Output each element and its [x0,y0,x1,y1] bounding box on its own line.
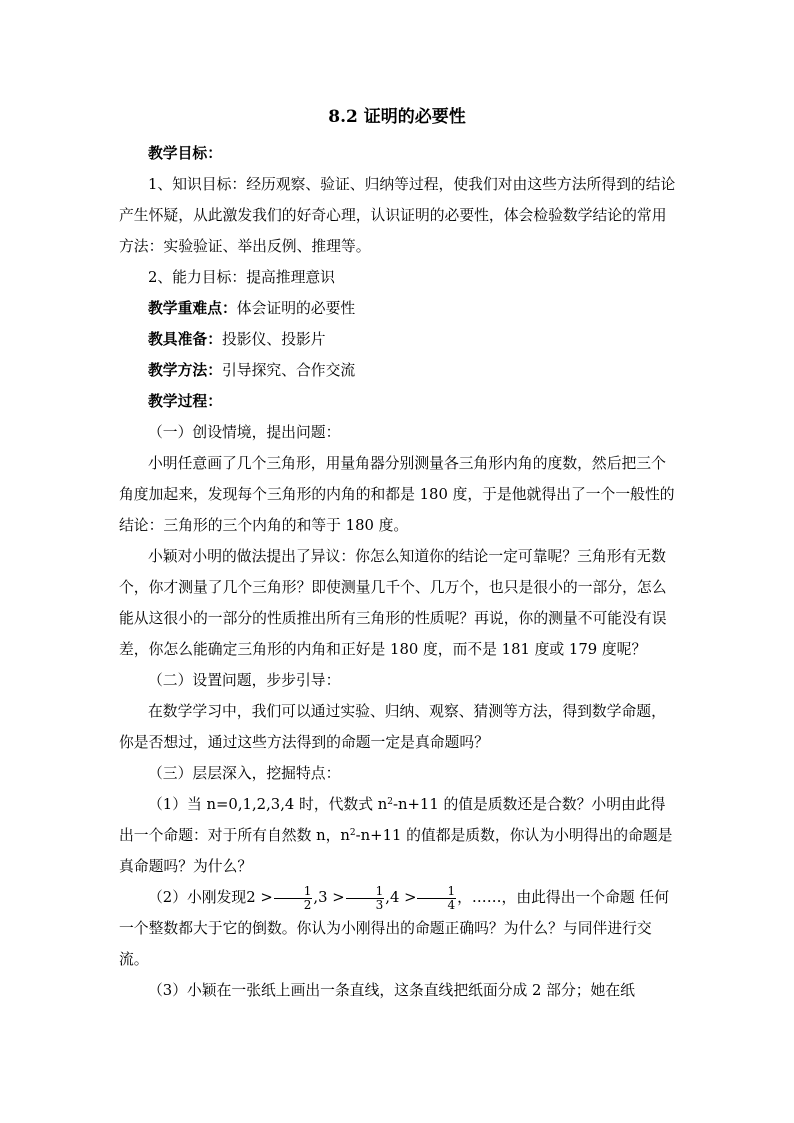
teaching-tools [119,324,679,355]
q2-math-1: 2 > [246,889,273,906]
q1-text-a: （1）当 n=0,1,2,3,4 时，代数式 n [148,796,388,813]
question-2 [119,882,679,975]
goal-ability: 2、能力目标：提高推理意识 [148,269,335,286]
document-body [119,138,679,1006]
fraction-numerator: 1 [417,885,456,899]
key-points-text: 体会证明的必要性 [236,300,356,317]
fraction-one-half [274,885,313,912]
teaching-method-label: 教学方法： [148,362,222,379]
q2-text-b: ，……，由此得出一个命题 任何一个整数都大于它的倒数。你认为小刚得出的命题正确吗？为什么？与同伴进行交流。 [119,889,669,968]
section-two-heading: （二）设置问题，步步引导： [148,672,341,689]
q1-superscript-1: 2 [387,797,393,807]
question-1 [119,789,679,882]
teaching-method [119,355,679,386]
fraction-one-quarter [417,885,456,912]
teaching-tools-text: 投影仪、投影片 [222,331,326,348]
teaching-tools-label: 教具准备： [148,331,222,348]
q2-math-3: ,4 > [385,889,417,906]
q1-text-b: -n+11 的值是质数还是合数？小明由此得出一个命题：对于所有自然数 n，n [119,796,666,844]
question-3: （3）小颖在一张纸上画出一条直线，这条直线把纸面分成 2 部分；她在纸 [148,982,635,999]
section-three-heading: （三）层层深入，挖掘特点： [148,765,341,782]
fraction-denominator: 4 [447,897,456,912]
section-one-heading: （一）创设情境，提出问题： [148,424,341,441]
page-title: 8.2 证明的必要性 [328,107,466,127]
q2-math-2: ,3 > [313,889,345,906]
fraction-denominator: 3 [375,897,384,912]
process-heading: 教学过程： [148,393,222,410]
q1-superscript-2: 2 [349,828,356,838]
q2-text-a: （2）小刚发现 [148,889,247,906]
key-points-label: 教学重难点： [148,300,237,317]
goal-knowledge: 1、知识目标：经历观察、验证、归纳等过程，使我们对由这些方法所得到的结论产生怀疑，从此激发我们的好奇心理，认识证明的必要性，体会检验数学结论的常用方法：实验验证、举出反例、推理等。 [119,176,676,255]
key-points [119,293,679,324]
fraction-one-third [346,885,385,912]
fraction-numerator: 1 [274,885,313,899]
goals-heading: 教学目标： [148,145,222,162]
fraction-denominator: 2 [303,897,312,912]
teaching-method-text: 引导探究、合作交流 [222,362,356,379]
paragraph-math-learning: 在数学学习中，我们可以通过实验、归纳、观察、猜测等方法，得到数学命题，你是否想过，通过这些方法得到的命题一定是真命题吗？ [119,703,666,751]
q1-text-c: -n+11 的值都是质数，你认为小明得出的命题是真命题吗？为什么？ [119,827,673,875]
paragraph-xiaoying: 小颖对小明的做法提出了异议：你怎么知道你的结论一定可靠呢？三角形有无数个，你才测量了几个三角形？即使测量几千个、几万个，也只是很小的一部分，怎么能从这很小的一部分的性质推出所有三角形的性质呢？再说，你的测量不可能没有误差，你怎么能确定三角形的内角和正好是 180 度，而不是 181 度或 179 度呢？ [119,548,667,658]
paragraph-xiaoming: 小明任意画了几个三角形，用量角器分别测量各三角形内角的度数，然后把三个角度加起来，发现每个三角形的内角的和都是 180 度，于是他就得出了一个一般性的结论：三角形的三个内角的和等于 180 度。 [119,455,675,534]
fraction-numerator: 1 [346,885,385,899]
